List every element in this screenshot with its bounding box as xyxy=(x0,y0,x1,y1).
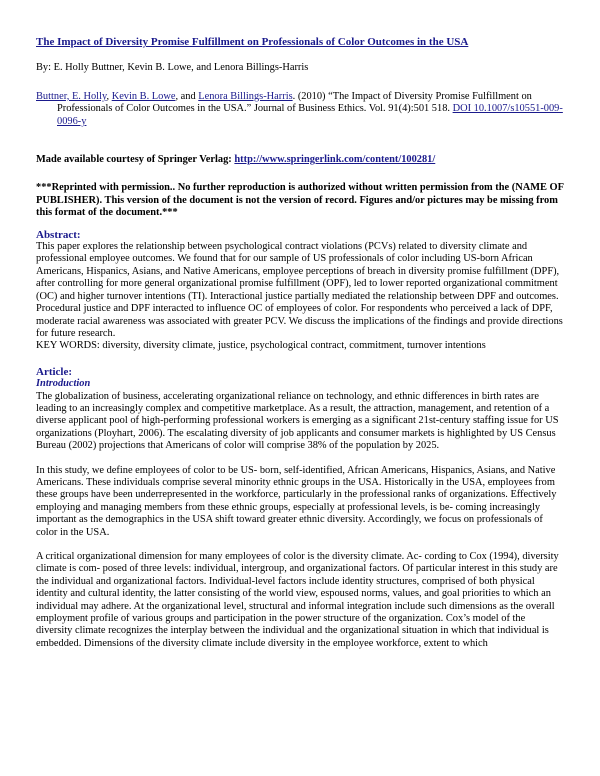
article-paragraph-2: In this study, we define employees of color to be US- born, self-identified, African Americans, Hispanics, Asians, and Native Americans. These individuals comprise several minority ethnic groups in the USA. Historically in the USA, employees from these groups have been underrepresented in the workforce, particularly in the professional ranks of organizations. Effectively employing and managing members from these ethnic groups, especially at professional levels, is be- coming increasingly important as the demographics in the USA shift toward greater ethnic diversity. Accordingly, we focus on professionals of color in the USA. xyxy=(36,464,557,538)
reprint-notice: ***Reprinted with permission.. No further reproduction is authorized without written permission from the (NAME OF PUBLISHER). This version of the document is not the version of record. Figures and/or pictures may be missing from this format of the document.*** xyxy=(36,182,564,219)
author-link-lowe[interactable]: Kevin B. Lowe xyxy=(111,90,176,102)
article-paragraph-1: The globalization of business, accelerating organizational reliance on technology, and ethnic differences in birth rates are leading to an increasingly complex and competitive marketplace. As a result, the attraction, management, and retention of a diverse applicant pool of high-performing professional workers is emerging as a significant 21st-century staffing issue for US organizations (Ployhart, 2006). The escalating diversity of job applicants and consumer markets is highlighted by US Census Bureau (2002) projections that Americans of color will comprise 38% of the population by 2025. xyxy=(36,390,559,452)
article-heading: Article: xyxy=(36,365,73,378)
article-paragraph-3: A critical organizational dimension for many employees of color is the diversity climate. Ac- cording to Cox (1994), diversity climate is com- posed of three levels: individual, intergroup, and organizational factors. Of particular interest in this study are the individual and organizational factors. Individual-level factors include identity structures, comprised of both physical identity and cultural identity, the latter consisting of the world view, espoused norms, values, and goal priorities to which an individual may adhere. At the organizational level, structural and informal integration include such dimensions as the overall employment profile of various groups and participation in the power structure of the organization. Cox’s model of the diversity climate recognizes the interplay between the individual and the organizational situation in which that individual is embedded. Dimensions of the diversity climate include diversity in the employee workforce, extent to which xyxy=(36,551,559,649)
citation-text: . (2010) “The Impact of Diversity Promise Fulfillment on Professionals of Color Outcomes in the USA.” Journal of Business Ethics. Vol. 91(4):501 518. xyxy=(57,90,532,115)
authors-line: By: E. Holly Buttner, Kevin B. Lowe, and Lenora Billings-Harris xyxy=(36,62,309,74)
citation xyxy=(36,91,564,128)
document-title[interactable]: The Impact of Diversity Promise Fulfillment on Professionals of Color Outcomes in the USA xyxy=(36,36,469,48)
introduction-subheading: Introduction xyxy=(36,378,91,390)
doi-link[interactable]: DOI 10.1007/s10551-009-0096-y xyxy=(57,103,563,127)
author-link-buttner[interactable]: Buttner, E. Holly xyxy=(36,90,107,102)
author-link-billings-harris[interactable]: Lenora Billings-Harris xyxy=(198,90,293,102)
abstract-heading: Abstract: xyxy=(36,228,81,241)
abstract-text: This paper explores the relationship between psychological contract violations (PCVs) related to diversity climate and professional employee outcomes. We found that for our sample of US professionals of color including US-born African Americans, Hispanics, Asians, and Native Americans, employee perceptions of breach in diversity promise fulfillment (DPF), after controlling for more general organizational promise fulfillment (OPF), led to lower reported organizational commitment (OC) and higher turnover intentions (TI). Interactional justice partially mediated the relationship between DPF and outcomes. Procedural justice and DPF interacted to influence OC of employees of color. For respondents who perceived a lack of DPF, moderate racial awareness was associated with greater PCV. We discuss the implications of the findings and provide directions for future research. xyxy=(36,241,563,339)
citation-sep-1: , xyxy=(106,90,112,102)
availability-label: Made available courtesy of Springer Verlag: xyxy=(36,154,235,166)
citation-sep-2: , and xyxy=(175,90,199,102)
availability-line xyxy=(36,154,564,166)
springer-link[interactable]: http://www.springerlink.com/content/100281/ xyxy=(234,154,436,166)
keywords-line: KEY WORDS: diversity, diversity climate, justice, psychological contract, commitment, turnover intentions xyxy=(36,340,486,352)
